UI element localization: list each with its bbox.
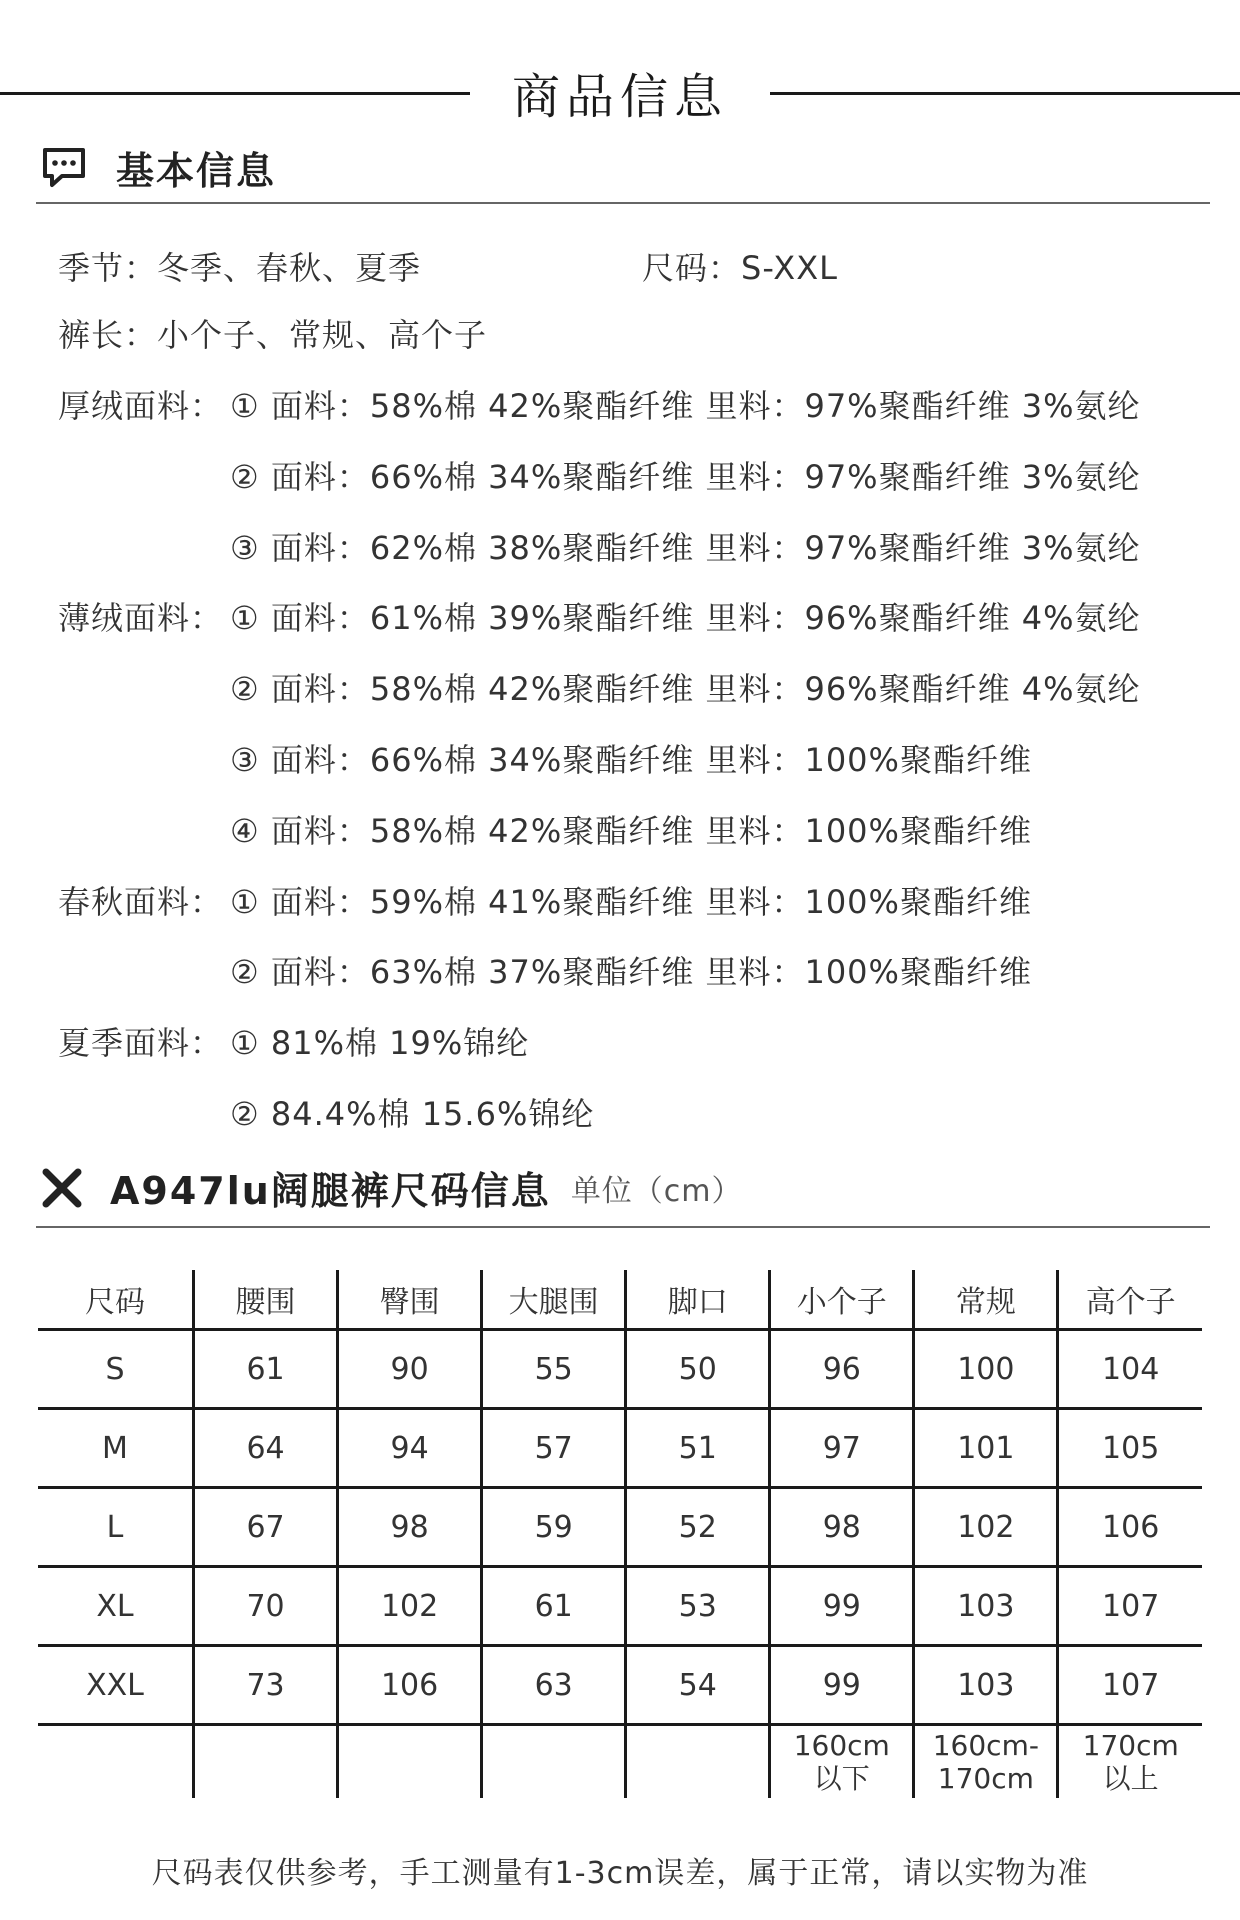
- fabric-category-label: 厚绒面料：: [58, 387, 224, 425]
- header-cell: 常规: [914, 1270, 1058, 1330]
- fabric-item: ① 面料：61%棉 39%聚酯纤维 里料：96%聚酯纤维 4%氨纶: [230, 599, 1141, 637]
- height-note-cell: [1058, 1725, 1202, 1799]
- basic-info-divider: [36, 202, 1210, 204]
- header-cell: 尺码: [38, 1270, 194, 1330]
- fabric-category-label: 春秋面料：: [58, 883, 224, 921]
- table-cell: 101: [914, 1409, 1058, 1488]
- table-cell: S: [38, 1330, 194, 1409]
- season-line: 季节：冬季、春秋、夏季: [58, 249, 422, 287]
- table-cell: 103: [914, 1646, 1058, 1725]
- size-info-divider: [36, 1226, 1210, 1228]
- table-cell: XL: [38, 1567, 194, 1646]
- table-cell: 102: [914, 1488, 1058, 1567]
- length-line: 裤长：小个子、常规、高个子: [58, 316, 488, 354]
- fabric-item: ① 面料：59%棉 41%聚酯纤维 里料：100%聚酯纤维: [230, 883, 1032, 921]
- table-cell: 61: [194, 1330, 338, 1409]
- table-row: [38, 1646, 1202, 1725]
- fabric-item: ① 81%棉 19%锦纶: [230, 1024, 530, 1062]
- size-table-header-row: [38, 1270, 1202, 1330]
- footer-note: 尺码表仅供参考，手工测量有1-3cm误差，属于正常，请以实物为准: [151, 1856, 1089, 1891]
- table-cell: XXL: [38, 1646, 194, 1725]
- size-range-line: 尺码：S-XXL: [642, 249, 838, 287]
- fabric-item: ③ 面料：66%棉 34%聚酯纤维 里料：100%聚酯纤维: [230, 741, 1032, 779]
- table-cell: 70: [194, 1567, 338, 1646]
- table-cell: 55: [482, 1330, 626, 1409]
- table-row: [38, 1330, 1202, 1409]
- table-cell: 64: [194, 1409, 338, 1488]
- table-cell: L: [38, 1488, 194, 1567]
- table-cell: 54: [626, 1646, 770, 1725]
- basic-info-title: 基本信息: [116, 149, 277, 193]
- table-cell: 53: [626, 1567, 770, 1646]
- header-cell: 臀围: [338, 1270, 482, 1330]
- table-cell: 51: [626, 1409, 770, 1488]
- table-cell: 97: [770, 1409, 914, 1488]
- table-cell: 57: [482, 1409, 626, 1488]
- close-x-icon: [40, 1166, 84, 1210]
- height-note-row: [38, 1725, 1202, 1799]
- size-table: [38, 1270, 1202, 1798]
- table-cell: 107: [1058, 1567, 1202, 1646]
- table-cell: 50: [626, 1330, 770, 1409]
- header-cell: 腰围: [194, 1270, 338, 1330]
- fabric-item: ① 面料：58%棉 42%聚酯纤维 里料：97%聚酯纤维 3%氨纶: [230, 387, 1141, 425]
- table-cell: 104: [1058, 1330, 1202, 1409]
- header-cell: 高个子: [1058, 1270, 1202, 1330]
- table-cell: 67: [194, 1488, 338, 1567]
- header-cell: 小个子: [770, 1270, 914, 1330]
- header-cell: 脚口: [626, 1270, 770, 1330]
- fabric-item: ④ 面料：58%棉 42%聚酯纤维 里料：100%聚酯纤维: [230, 812, 1032, 850]
- fabric-item: ② 面料：66%棉 34%聚酯纤维 里料：97%聚酯纤维 3%氨纶: [230, 458, 1141, 496]
- table-row: [38, 1567, 1202, 1646]
- fabric-item: ② 面料：58%棉 42%聚酯纤维 里料：96%聚酯纤维 4%氨纶: [230, 670, 1141, 708]
- height-note-line2: 以上: [1102, 1762, 1159, 1795]
- table-cell: 107: [1058, 1646, 1202, 1725]
- table-cell: 106: [338, 1646, 482, 1725]
- size-info-title: A947lu阔腿裤尺码信息: [110, 1169, 551, 1213]
- empty-cell: [482, 1725, 626, 1799]
- height-note-cell: [770, 1725, 914, 1799]
- empty-cell: [338, 1725, 482, 1799]
- table-row: [38, 1488, 1202, 1567]
- table-cell: 99: [770, 1567, 914, 1646]
- fabric-category-label: 夏季面料：: [58, 1024, 224, 1062]
- height-note-line1: 160cm: [793, 1729, 890, 1762]
- table-cell: 106: [1058, 1488, 1202, 1567]
- chat-icon: [40, 145, 88, 191]
- height-note-line1: 160cm-: [932, 1729, 1039, 1762]
- height-note-line2: 以下: [813, 1762, 870, 1795]
- table-cell: 90: [338, 1330, 482, 1409]
- empty-cell: [626, 1725, 770, 1799]
- table-row: [38, 1409, 1202, 1488]
- table-cell: 105: [1058, 1409, 1202, 1488]
- fabric-item: ② 面料：63%棉 37%聚酯纤维 里料：100%聚酯纤维: [230, 953, 1032, 991]
- size-unit: 单位（cm）: [570, 1173, 743, 1209]
- table-cell: 100: [914, 1330, 1058, 1409]
- table-cell: 73: [194, 1646, 338, 1725]
- table-cell: 94: [338, 1409, 482, 1488]
- table-cell: 52: [626, 1488, 770, 1567]
- table-cell: 99: [770, 1646, 914, 1725]
- size-info-heading: [40, 1160, 743, 1215]
- height-note-line2: 170cm: [937, 1762, 1034, 1795]
- fabric-category-label: 薄绒面料：: [58, 599, 224, 637]
- basic-info-heading: [40, 140, 276, 195]
- table-cell: 103: [914, 1567, 1058, 1646]
- height-note-line1: 170cm: [1082, 1729, 1179, 1762]
- page-title: 商品信息: [511, 69, 728, 125]
- table-cell: 61: [482, 1567, 626, 1646]
- header-cell: 大腿围: [482, 1270, 626, 1330]
- table-cell: 96: [770, 1330, 914, 1409]
- table-cell: 98: [770, 1488, 914, 1567]
- empty-cell: [38, 1725, 194, 1799]
- title-rule-right: [770, 92, 1240, 95]
- height-note-cell: [914, 1725, 1058, 1799]
- empty-cell: [194, 1725, 338, 1799]
- table-cell: M: [38, 1409, 194, 1488]
- table-cell: 102: [338, 1567, 482, 1646]
- table-cell: 98: [338, 1488, 482, 1567]
- fabric-item: ③ 面料：62%棉 38%聚酯纤维 里料：97%聚酯纤维 3%氨纶: [230, 529, 1141, 567]
- fabric-item: ② 84.4%棉 15.6%锦纶: [230, 1095, 595, 1133]
- table-cell: 63: [482, 1646, 626, 1725]
- table-cell: 59: [482, 1488, 626, 1567]
